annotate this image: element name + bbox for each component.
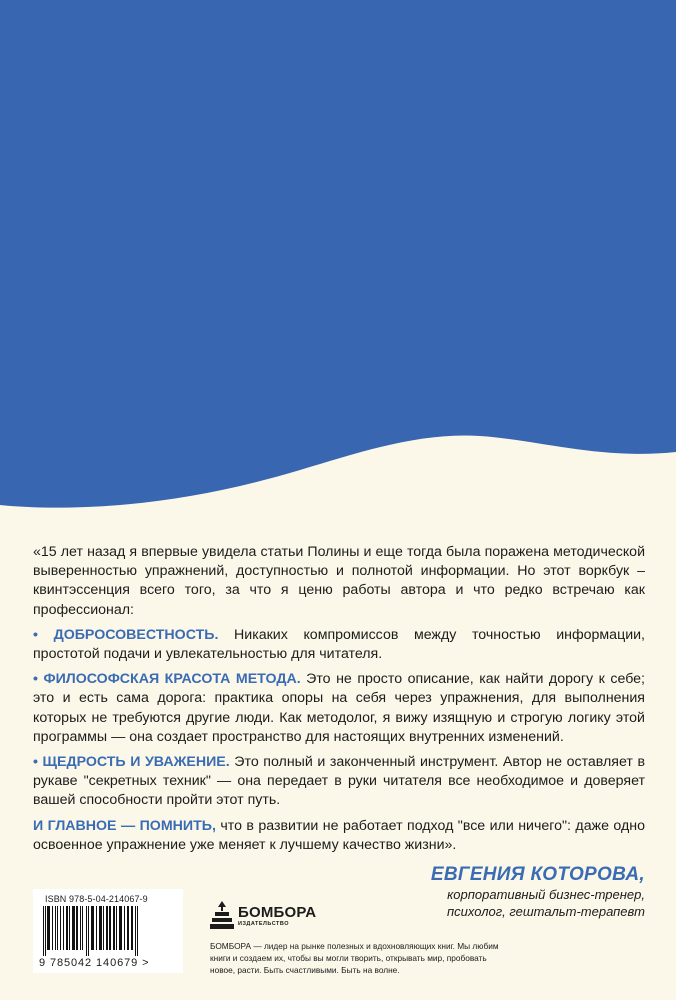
closing-text: что в развитии не работает подход "все или ничего": даже одно освоенное упражнение уже меняет к лучшему качество жизни». <box>33 817 646 853</box>
barcode-block <box>33 889 183 973</box>
author-name: ЕВГЕНИЯ КОТОРОВА, <box>430 864 645 885</box>
point-text: Это полный и законченный инструмент. Автор не оставляет в рукаве "секретных техник" — она передает в руки читателя все необходимое и доверяет вашей способности пройти этот путь. <box>33 754 645 809</box>
bombora-logo-icon <box>210 900 234 930</box>
quote-author <box>431 864 645 920</box>
quote-point-integrity <box>33 626 645 664</box>
point-heading: • ФИЛОСОФСКАЯ КРАСОТА МЕТОДА. <box>33 671 301 688</box>
quote-point-philosophy <box>33 670 645 747</box>
point-heading: • ЩЕДРОСТЬ И УВАЖЕНИЕ. <box>33 754 230 771</box>
closing-heading: И ГЛАВНОЕ — ПОМНИТЬ, <box>33 817 216 834</box>
barcode-digits: 9 785042 140679 > <box>39 957 150 969</box>
publisher-description: БОМБОРА — лидер на рынке полезных и вдохновляющих книг. Мы любим книги и создаем их, чтобы вы могли творить, открывать мир, пробовать новое, расти. Быть счастливыми. Быть на волне. <box>210 941 499 975</box>
author-role-line-1: корпоративный бизнес-тренер, <box>447 887 645 902</box>
quote-point-generosity <box>33 753 645 811</box>
publisher-logo <box>210 900 340 932</box>
point-text: Это не просто описание, как найти дорогу к себе; это и есть сама дорога: практика опоры на себя через упражнения, для выполнения которых не требуются другие люди. Как методолог, я вижу изящную и строгую логику этой программы — она создает пространство для настоящих внутренних изменений. <box>33 671 645 745</box>
author-role-line-2: психолог, гештальт-терапевт <box>447 904 645 919</box>
point-heading: • ДОБРОСОВЕСТНОСТЬ. <box>33 626 219 643</box>
barcode-image <box>41 906 175 956</box>
testimonial-quote <box>33 543 645 861</box>
quote-closing <box>33 817 645 855</box>
isbn-text: ISBN 978-5-04-214067-9 <box>45 894 148 904</box>
point-text: Никаких компромиссов между точностью информации, простотой подачи и увлекательностью для читателя. <box>33 626 645 663</box>
quote-intro: «15 лет назад я впервые увидела статьи Полины и еще тогда была поражена методической выверенностью упражнений, доступностью и полнотой информации. Но этот воркбук – квинтэссенция всего того, за что я ценю работы автора и что редко встречаю как профессионал: <box>33 544 645 618</box>
publisher-subtitle: ИЗДАТЕЛЬСТВО <box>238 921 290 927</box>
publisher-name: БОМБОРА <box>238 904 317 921</box>
